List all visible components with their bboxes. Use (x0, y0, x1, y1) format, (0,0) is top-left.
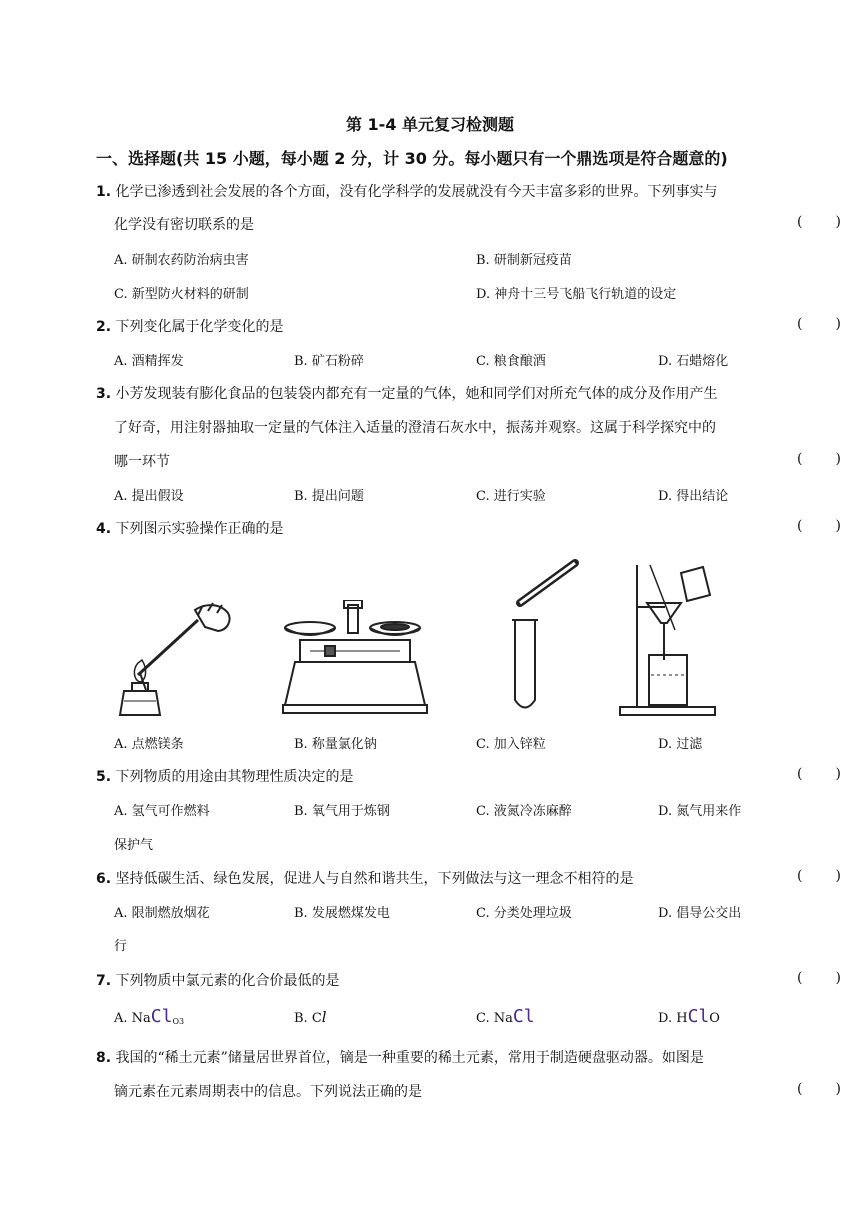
subscript: O (172, 1017, 180, 1026)
figure-balance (280, 600, 430, 715)
question-number: 6. (96, 871, 112, 887)
q2-option-d: D. 石蜡熔化 (658, 354, 729, 369)
paren-right: ) (835, 214, 841, 230)
q7-option-a (114, 1006, 184, 1027)
question-text: 下列变化属于化学变化的是 (111, 319, 284, 335)
q4-option-a: A. 点燃镁条 (114, 737, 184, 752)
paren-left: ( (797, 518, 803, 534)
q3-option-a: A. 提出假设 (114, 489, 184, 504)
q2-option-b: B. 矿石粉碎 (294, 354, 364, 369)
answer-blank-8[interactable] (797, 1081, 841, 1097)
chem-suffix: O (709, 1011, 720, 1026)
question-text: 我国的“稀土元素”储量居世界首位，镝是一种重要的稀土元素，常用于制造硬盘驱动器。如图是 (111, 1050, 704, 1066)
question-8-line-1 (96, 1047, 704, 1067)
q2-option-a: A. 酒精挥发 (114, 354, 184, 369)
question-number: 3. (96, 386, 112, 402)
q1-option-b: B. 研制新冠疫苗 (476, 253, 572, 268)
question-5-line-1 (96, 766, 354, 786)
q7-option-d (658, 1006, 720, 1027)
q6-option-c: C. 分类处理垃圾 (476, 906, 572, 921)
q1-option-d: D. 神舟十三号飞船飞行轨道的设定 (476, 287, 677, 302)
figure-test-tube (500, 555, 595, 720)
chem-formula: Cl (687, 1006, 710, 1027)
question-number: 5. (96, 769, 112, 785)
question-4-line-1 (96, 518, 284, 538)
question-text: 小芳发现装有膨化食品的包装袋内都充有一定量的气体，她和同学们对所充气体的成分及作用产生 (111, 386, 718, 402)
answer-blank-5[interactable] (797, 766, 841, 782)
q3-option-b: B. 提出问题 (294, 489, 364, 504)
q3-option-d: D. 得出结论 (658, 489, 729, 504)
q4-option-b: B. 称量氯化钠 (294, 737, 377, 752)
question-7-line-1 (96, 970, 340, 990)
question-number: 1. (96, 184, 112, 200)
paren-right: ) (835, 970, 841, 986)
answer-blank-4[interactable] (797, 518, 841, 534)
chem-formula: l (321, 1008, 327, 1026)
q5-option-b: B. 氧气用于炼钢 (294, 804, 390, 819)
answer-blank-7[interactable] (797, 970, 841, 986)
question-6-line-1 (96, 868, 634, 888)
q6-option-d: D. 倡导公交出 (658, 906, 742, 921)
question-3-line-1 (96, 383, 718, 403)
paren-right: ) (835, 766, 841, 782)
section-heading: 一、选择题(共 15 小题，每小题 2 分，计 30 分。每小题只有一个鼎选项是符合题意的) (96, 149, 728, 168)
question-text: 化学已渗透到社会发展的各个方面，没有化学科学的发展就没有今天丰富多彩的世界。下列事实与 (111, 184, 718, 200)
answer-blank-3[interactable] (797, 451, 841, 467)
paren-right: ) (835, 1081, 841, 1097)
option-prefix: B. C (294, 1011, 322, 1026)
q5-option-d-cont: 保护气 (114, 838, 154, 853)
option-prefix: A. Na (114, 1011, 151, 1026)
question-8-line-2: 镝元素在元素周期表中的信息。下列说法正确的是 (114, 1084, 422, 1100)
q7-option-b (294, 1008, 327, 1026)
q7-option-c (476, 1006, 535, 1027)
q4-option-c: C. 加入锌粒 (476, 737, 546, 752)
paren-left: ( (797, 316, 803, 332)
paren-right: ) (835, 316, 841, 332)
q4-option-d: D. 过滤 (658, 737, 703, 752)
question-text: 下列物质中氯元素的化合价最低的是 (111, 973, 340, 989)
answer-blank-6[interactable] (797, 868, 841, 884)
option-prefix: C. Na (476, 1011, 513, 1026)
paren-right: ) (835, 518, 841, 534)
paren-left: ( (797, 214, 803, 230)
q5-option-a: A. 氢气可作燃料 (114, 804, 210, 819)
question-text: 坚持低碳生活、绿色发展，促进人与自然和谐共生，下列做法与这一理念不相符的是 (111, 871, 634, 887)
question-3-line-2: 了好奇，用注射器抽取一定量的气体注入适量的澄清石灰水中，振荡并观察。这属于科学探究中的 (114, 420, 716, 436)
q3-option-c: C. 进行实验 (476, 489, 546, 504)
question-1-line-1 (96, 181, 718, 201)
answer-blank-1[interactable] (797, 214, 841, 230)
question-number: 7. (96, 973, 112, 989)
question-number: 4. (96, 521, 112, 537)
question-number: 8. (96, 1050, 112, 1066)
q5-option-d: D. 氮气用来作 (658, 804, 742, 819)
question-1-line-2: 化学没有密切联系的是 (114, 217, 254, 233)
paren-left: ( (797, 451, 803, 467)
paren-left: ( (797, 868, 803, 884)
q2-option-c: C. 粮食酿酒 (476, 354, 546, 369)
question-number: 2. (96, 319, 112, 335)
paren-right: ) (835, 868, 841, 884)
chem-formula: Cl (150, 1006, 173, 1027)
q5-option-c: C. 液氮冷冻麻醉 (476, 804, 572, 819)
q6-option-d-cont: 行 (114, 939, 128, 954)
paren-left: ( (797, 970, 803, 986)
q6-option-b: B. 发展燃煤发电 (294, 906, 390, 921)
q6-option-a: A. 限制燃放烟花 (114, 906, 210, 921)
question-text: 下列图示实验操作正确的是 (111, 521, 284, 537)
figure-filtration (615, 555, 730, 720)
question-text: 下列物质的用途由其物理性质决定的是 (111, 769, 354, 785)
question-3-line-3: 哪一环节 (114, 454, 170, 470)
q1-option-a: A. 研制农药防治病虫害 (114, 253, 249, 268)
paren-left: ( (797, 1081, 803, 1097)
q1-option-c: C. 新型防火材料的研制 (114, 287, 249, 302)
chem-formula: Cl (512, 1006, 535, 1027)
paren-left: ( (797, 766, 803, 782)
page-title: 第 1-4 单元复习检测题 (345, 115, 515, 134)
option-prefix: D. H (658, 1011, 688, 1026)
answer-blank-2[interactable] (797, 316, 841, 332)
figure-ignite-magnesium (110, 565, 240, 720)
paren-right: ) (835, 451, 841, 467)
subscript-number: 3 (179, 1017, 185, 1026)
question-2-line-1 (96, 316, 284, 336)
